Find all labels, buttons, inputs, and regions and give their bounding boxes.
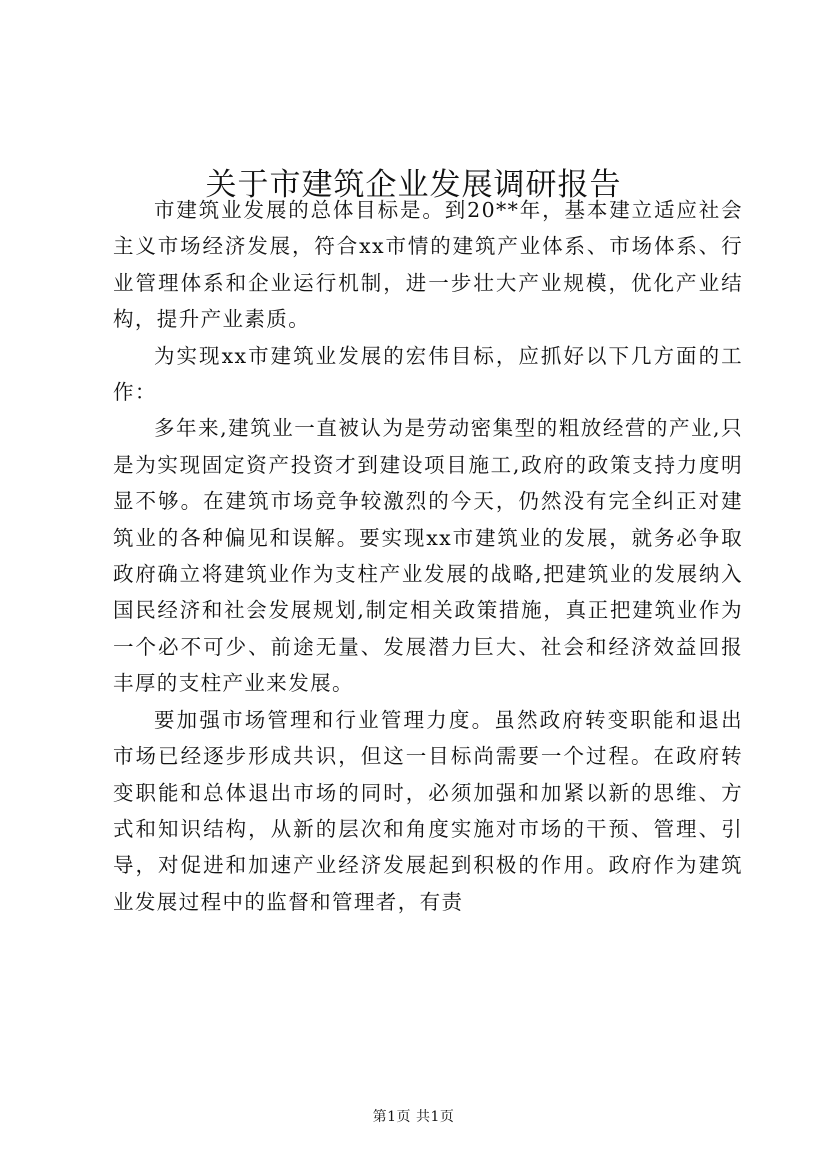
page-footer: 第1页 共1页 xyxy=(372,1109,455,1125)
paragraph-goals: 市建筑业发展的总体目标是。到20**年，基本建立适应社会主义市场经济发展，符合xx市情的建筑产业体系、市场体系、行业管理体系和企业运行机制，进一步壮大产业规模，优化产业结构，提升产业素质。 xyxy=(113,198,743,332)
paragraph-market-management: 要加强市场管理和行业管理力度。虽然政府转变职能和退出市场已经逐步形成共识，但这一目标尚需要一个过程。在政府转变职能和总体退出市场的同时，必须加强和加紧以新的思维、方式和知识结构，从新的层次和角度实施对市场的干预、管理、引导，对促进和加速产业经济发展起到积极的作用。政府作为建筑业发展过程中的监督和管理者，有责 xyxy=(113,707,743,914)
paragraph-work-aspects: 为实现xx市建筑业发展的宏伟目标，应抓好以下几方面的工作： xyxy=(113,343,743,405)
document-title: 关于市建筑企业发展调研报告 xyxy=(205,166,622,203)
paragraph-policy-support: 多年来,建筑业一直被认为是劳动密集型的粗放经营的产业,只是为实现固定资产投资才到建设项目施工,政府的政策支持力度明显不够。在建筑市场竞争较激烈的今天，仍然没有完全纠正对建筑业的各种偏见和误解。要实现xx市建筑业的发展，就务必争取政府确立将建筑业作为支柱产业发展的战略,把建筑业的发展纳入国民经济和社会发展规划,制定相关政策措施，真正把建筑业作为一个必不可少、前途无量、发展潜力巨大、社会和经济效益回报丰厚的支柱产业来发展。 xyxy=(113,416,743,696)
document-body xyxy=(113,192,743,920)
